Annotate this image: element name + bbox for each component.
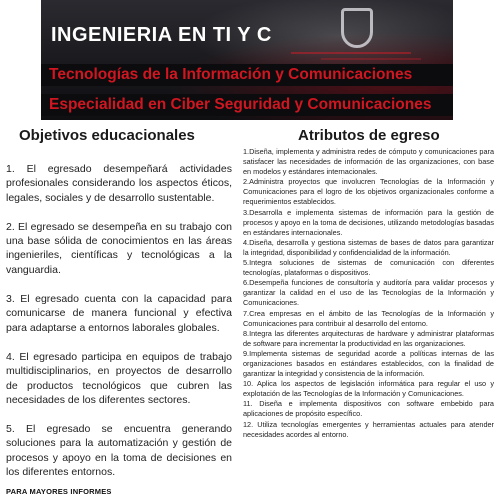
attribute-item: 5.Integra soluciones de sistemas de comunicación con diferentes tecnologías, plataformas o dispositivos. xyxy=(243,258,494,278)
attribute-item: 6.Desempeña funciones de consultoría y auditoría para validar procesos y garantizar la calidad en el uso de las Tecnologías de la Información y Comunicaciones. xyxy=(243,278,494,308)
attribute-item: 11. Diseña e implementa dispositivos con software embebido para aplicaciones de propósito específico. xyxy=(243,399,494,419)
objective-item: 5. El egresado se encuentra generando soluciones para la automatización y gestión de procesos y apoyo en la toma de decisiones en los diferentes entornos. xyxy=(6,423,232,479)
hero-subtitle-1: Tecnologías de la Información y Comunicaciones xyxy=(41,64,453,86)
attribute-item: 1.Diseña, implementa y administra redes de cómputo y comunicaciones para satisfacer las necesidades de información de las organizaciones, con base en modelos y estándares internacionales. xyxy=(243,147,494,177)
attribute-item: 2.Administra proyectos que involucren Tecnologías de la Información y Comunicaciones para el logro de los objetivos organizacionales conforme a requerimientos establecidos. xyxy=(243,177,494,207)
decorative-line xyxy=(291,52,411,54)
hero-title: INGENIERIA EN TI Y C xyxy=(51,24,272,46)
hero-subtitle-2: Especialidad en Ciber Seguridad y Comunicaciones xyxy=(41,94,453,116)
decorative-line xyxy=(321,58,421,60)
shield-icon xyxy=(341,8,373,48)
attribute-item: 4.Diseña, desarrolla y gestiona sistemas de bases de datos para garantizar la integridad, disponibilidad y confidencialidad de la información. xyxy=(243,237,494,257)
objective-item: 4. El egresado participa en equipos de trabajo multidisciplinarios, en proyectos de desarrollo de productos tecnológicos que cubren las necesidades de los diferentes sectores. xyxy=(6,350,232,406)
objective-item: 1. El egresado desempeñará actividades profesionales considerando los aspectos éticos, legales, sociales y de desarrollo sustentable. xyxy=(6,163,232,204)
attribute-item: 8.Integra las diferentes arquitecturas de hardware y administrar plataformas de software para incrementar la productividad en las organizaciones. xyxy=(243,328,494,348)
objectives-title: Objetivos educacionales xyxy=(19,127,195,144)
attribute-item: 3.Desarrolla e implementa sistemas de información para la gestión de procesos y apoyo en la toma de decisiones, utilizando metodologías basadas en estándares internacionales. xyxy=(243,207,494,237)
hero-banner xyxy=(41,0,453,120)
attribute-item: 10. Aplica los aspectos de legislación informática para regular el uso y explotación de las Tecnologías de la Información y Comunicaciones. xyxy=(243,379,494,399)
attributes-list xyxy=(243,147,494,440)
objective-item: 2. El egresado se desempeña en su trabajo con una base sólida de conocimientos en las áreas ingenieriles, científicas y tecnológicas a la vanguardia. xyxy=(6,220,232,276)
attribute-item: 12. Utiliza tecnologías emergentes y herramientas actuales para atender necesidades acordes al entorno. xyxy=(243,419,494,439)
attribute-item: 7.Crea empresas en el ámbito de las Tecnologías de la Información y Comunicaciones para contribuir al desarrollo del entorno. xyxy=(243,308,494,328)
objectives-list xyxy=(6,162,232,494)
attribute-item: 9.Implementa sistemas de seguridad acorde a políticas internas de las organizaciones basados en estándares establecidos, con la finalidad de garantizar la integridad y consistencia de la información. xyxy=(243,348,494,379)
objective-item: 3. El egresado cuenta con la capacidad para comunicarse de manera funcional y efectiva para adaptarse a entornos laborales globales. xyxy=(6,293,232,334)
attributes-title: Atributos de egreso xyxy=(298,127,440,144)
footer-info: PARA MAYORES INFORMES xyxy=(6,487,112,496)
